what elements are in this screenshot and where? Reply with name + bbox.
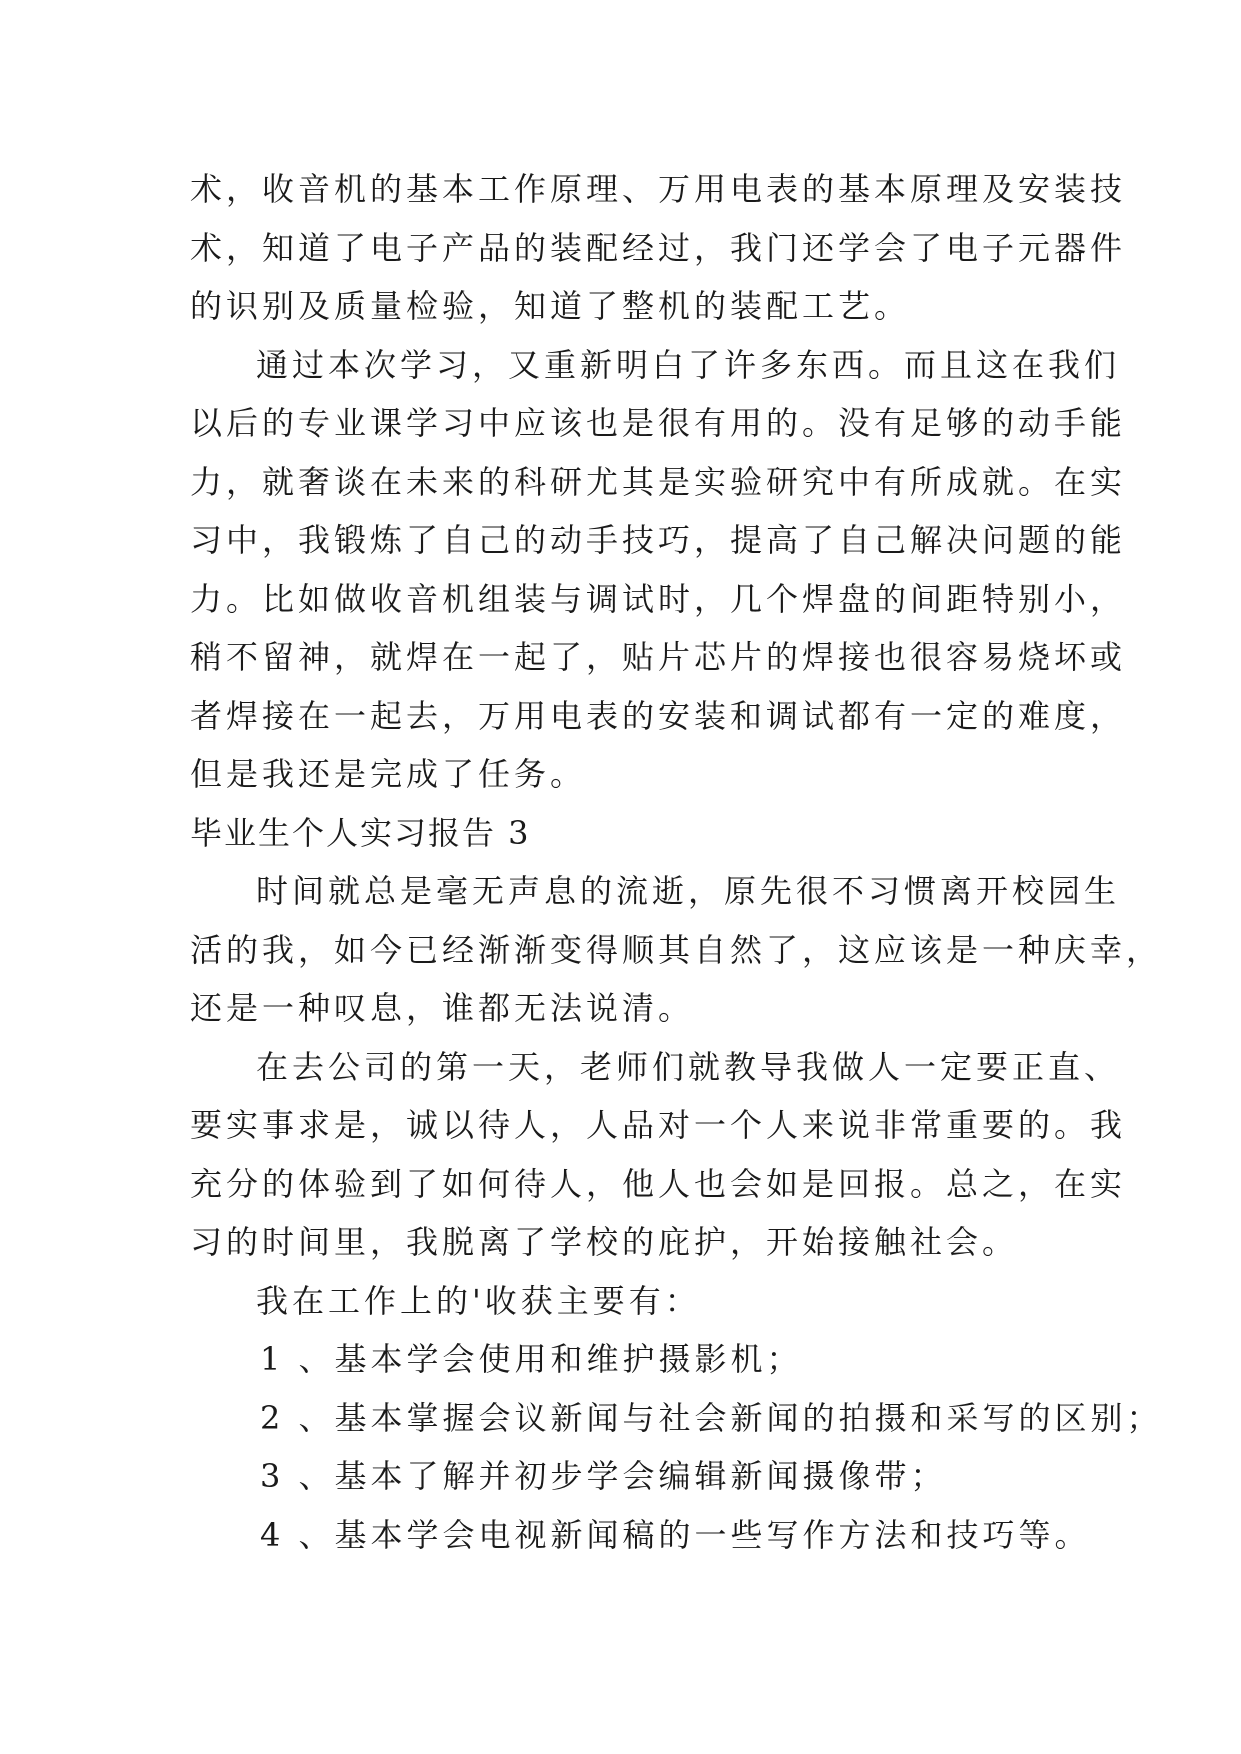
paragraph-line: 还是一种叹息，谁都无法说清。 (190, 989, 695, 1027)
paragraph-line: 习中，我锻炼了自己的动手技巧，提高了自己解决问题的能 (190, 521, 1127, 559)
paragraph-line: 力。比如做收音机组装与调试时，几个焊盘的间距特别小， (190, 579, 1127, 618)
paragraph-line: 者焊接在一起去，万用电表的安装和调试都有一定的难度， (190, 696, 1127, 735)
paragraph-line: 的识别及质量检验，知道了整机的装配工艺。 (190, 287, 911, 325)
paragraph-line: 通过本次学习，又重新明白了许多东西。而且这在我们 (256, 345, 1121, 384)
paragraph-line: 稍不留神，就焊在一起了，贴片芯片的焊接也很容易烧坏或 (190, 638, 1127, 676)
list-item: 4 、基本学会电视新闻稿的一些写作方法和技巧等。 (260, 1515, 1091, 1554)
paragraph-line: 要实事求是，诚以待人，人品对一个人来说非常重要的。我 (190, 1106, 1127, 1144)
paragraph-line: 力，就奢谈在未来的科研尤其是实验研究中有所成就。在实 (190, 462, 1127, 501)
paragraph-line: 习的时间里，我脱离了学校的庇护，开始接触社会。 (190, 1223, 1019, 1261)
paragraph-line: 在去公司的第一天，老师们就教导我做人一定要正直、 (256, 1047, 1121, 1086)
section-heading: 毕业生个人实习报告 3 (190, 813, 531, 852)
list-item: 2 、基本掌握会议新闻与社会新闻的拍摄和采写的区别； (260, 1398, 1163, 1437)
paragraph-line: 术，收音机的基本工作原理、万用电表的基本原理及安装技 (190, 170, 1127, 208)
paragraph-line: 时间就总是毫无声息的流逝，原先很不习惯离开校园生 (256, 872, 1121, 910)
paragraph-line: 但是我还是完成了任务。 (190, 755, 587, 793)
paragraph-line: 术，知道了电子产品的装配经过，我门还学会了电子元器件 (190, 228, 1127, 267)
paragraph-line: 以后的专业课学习中应该也是很有用的。没有足够的动手能 (190, 404, 1127, 442)
paragraph-line: 充分的体验到了如何待人，他人也会如是回报。总之，在实 (190, 1164, 1127, 1203)
paragraph-line: 活的我，如今已经渐渐变得顺其自然了，这应该是一种庆幸， (190, 930, 1163, 969)
document-body (190, 160, 1163, 1564)
paragraph-line: 我在工作上的'收获主要有： (256, 1281, 701, 1320)
list-item: 3 、基本了解并初步学会编辑新闻摄像带； (260, 1457, 947, 1495)
list-item: 1 、基本学会使用和维护摄影机； (260, 1340, 803, 1378)
